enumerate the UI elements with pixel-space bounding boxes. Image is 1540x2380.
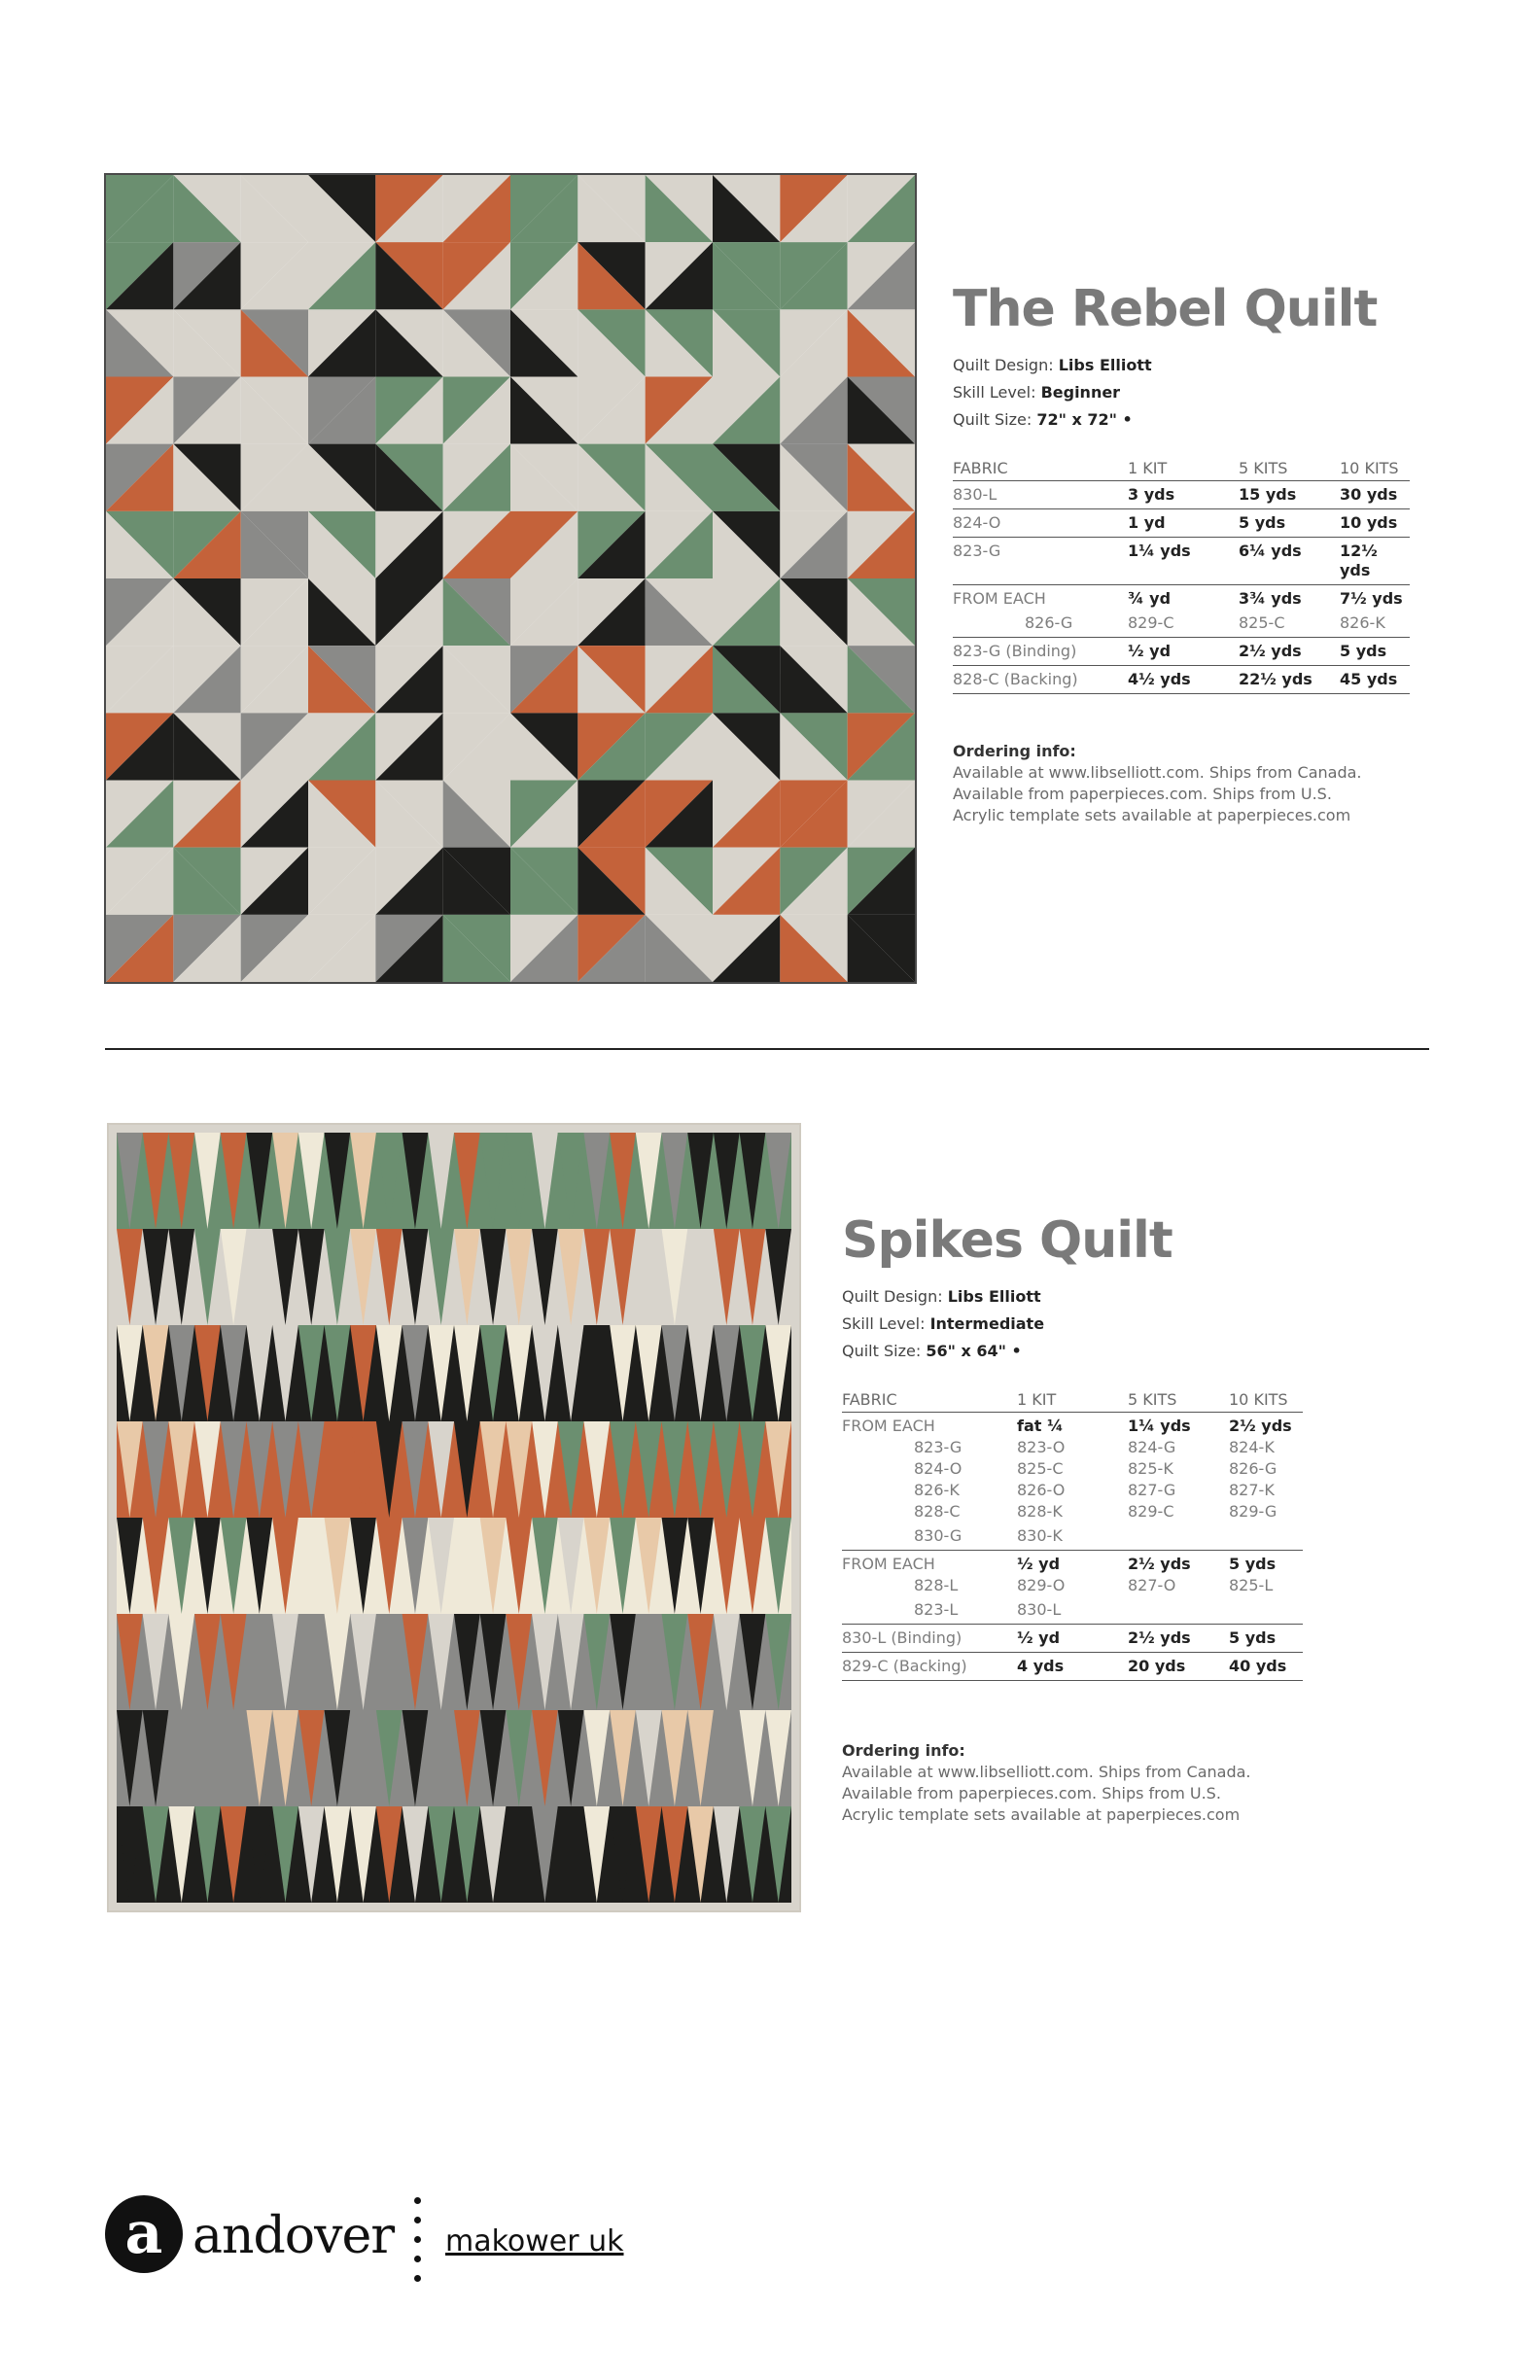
ordering-line: Available at www.libselliott.com. Ships from Canada. xyxy=(953,763,1362,782)
section-divider xyxy=(105,1048,1429,1050)
rebel-quilt-title: The Rebel Quilt xyxy=(953,280,1378,338)
table-row: 830-L 3 yds 15 yds 30 yds xyxy=(953,481,1410,509)
table-row: 828-C (Backing) 4½ yds 22½ yds 45 yds xyxy=(953,666,1410,694)
rebel-quilt-meta xyxy=(953,352,1410,434)
ordering-line: Acrylic template sets available at paperpieces.com xyxy=(953,806,1351,824)
table-row: FROM EACH ½ yd 2½ yds 5 yds xyxy=(842,1555,1277,1573)
col-fabric: FABRIC xyxy=(953,455,1128,481)
table-row: 829-C (Backing) 4 yds 20 yds 40 yds xyxy=(842,1653,1303,1681)
col-1kit: 1 KIT xyxy=(1128,455,1239,481)
table-row: 823-G 1¼ yds 6¼ yds 12½ yds xyxy=(953,538,1410,585)
table-subrow: 830-G 830-K xyxy=(842,1522,1303,1551)
table-subrow: 828-L 829-O 827-O 825-L xyxy=(914,1576,1274,1594)
ordering-line: Available from paperpieces.com. Ships from U.S. xyxy=(842,1784,1221,1802)
ordering-line: Available from paperpieces.com. Ships from U.S. xyxy=(953,785,1332,803)
table-header xyxy=(953,455,1410,481)
table-subrow: 826-G 829-C 825-C 826-K xyxy=(953,610,1410,638)
spikes-quilt-info xyxy=(842,1211,1309,1681)
spikes-fabric-table xyxy=(842,1386,1303,1681)
design-line: Quilt Design: Libs Elliott xyxy=(842,1287,1041,1306)
skill-line: Skill Level: Intermediate xyxy=(842,1314,1045,1333)
table-header: FABRIC 1 KIT 5 KITS 10 KITS xyxy=(842,1386,1303,1413)
separator-dots-icon xyxy=(414,2195,422,2289)
spikes-quilt-image xyxy=(107,1123,801,1912)
table-subrow: 823-G 823-O 824-G 824-K xyxy=(914,1438,1275,1456)
spikes-quilt-meta xyxy=(842,1283,1309,1365)
rebel-quilt-image xyxy=(104,173,917,984)
spikes-quilt-title: Spikes Quilt xyxy=(842,1211,1172,1270)
table-subrow: 823-L 830-L xyxy=(842,1596,1303,1625)
skill-line: Skill Level: Beginner xyxy=(953,383,1121,402)
table-row: FROM EACH ¾ yd 3¾ yds 7½ yds xyxy=(953,589,1403,608)
size-line: Quilt Size: 72" x 72" • xyxy=(953,410,1133,429)
table-subrow: 828-C 828-K 829-C 829-G xyxy=(914,1502,1278,1521)
table-row: 824-O 1 yd 5 yds 10 yds xyxy=(953,509,1410,538)
ordering-line: Acrylic template sets available at paperpieces.com xyxy=(842,1805,1241,1824)
rebel-fabric-table xyxy=(953,455,1410,694)
ordering-line: Available at www.libselliott.com. Ships from Canada. xyxy=(842,1763,1251,1781)
size-line: Quilt Size: 56" x 64" • xyxy=(842,1342,1022,1360)
makower-uk-link[interactable]: makower uk xyxy=(445,2224,624,2258)
table-subrow: 824-O 825-C 825-K 826-G xyxy=(914,1459,1278,1478)
col-5kits: 5 KITS xyxy=(1239,455,1340,481)
col-10kits: 10 KITS xyxy=(1340,455,1410,481)
table-row: 823-G (Binding) ½ yd 2½ yds 5 yds xyxy=(953,638,1410,666)
andover-wordmark: andover xyxy=(192,2207,395,2265)
rebel-quilt-info xyxy=(953,280,1410,694)
table-subrow: 826-K 826-O 827-G 827-K xyxy=(914,1481,1275,1499)
table-row: FROM EACH fat ¼ 1¼ yds 2½ yds xyxy=(842,1417,1292,1435)
footer-brand xyxy=(105,2195,688,2289)
spikes-quilt-pattern xyxy=(109,1125,799,1910)
table-row: 830-L (Binding) ½ yd 2½ yds 5 yds xyxy=(842,1625,1303,1653)
rebel-quilt-pattern xyxy=(106,175,915,982)
andover-logo-icon: a xyxy=(105,2195,183,2273)
design-line: Quilt Design: Libs Elliott xyxy=(953,356,1152,374)
spikes-ordering-info: Ordering info: Available at www.libselliott.com. Ships from Canada. Available from paperpieces.com. Ships from U.S. Acrylic template sets available at paperpieces.com xyxy=(842,1740,1309,1826)
rebel-ordering-info: Ordering info: Available at www.libselliott.com. Ships from Canada. Available from paperpieces.com. Ships from U.S. Acrylic template sets available at paperpieces.com xyxy=(953,741,1419,826)
